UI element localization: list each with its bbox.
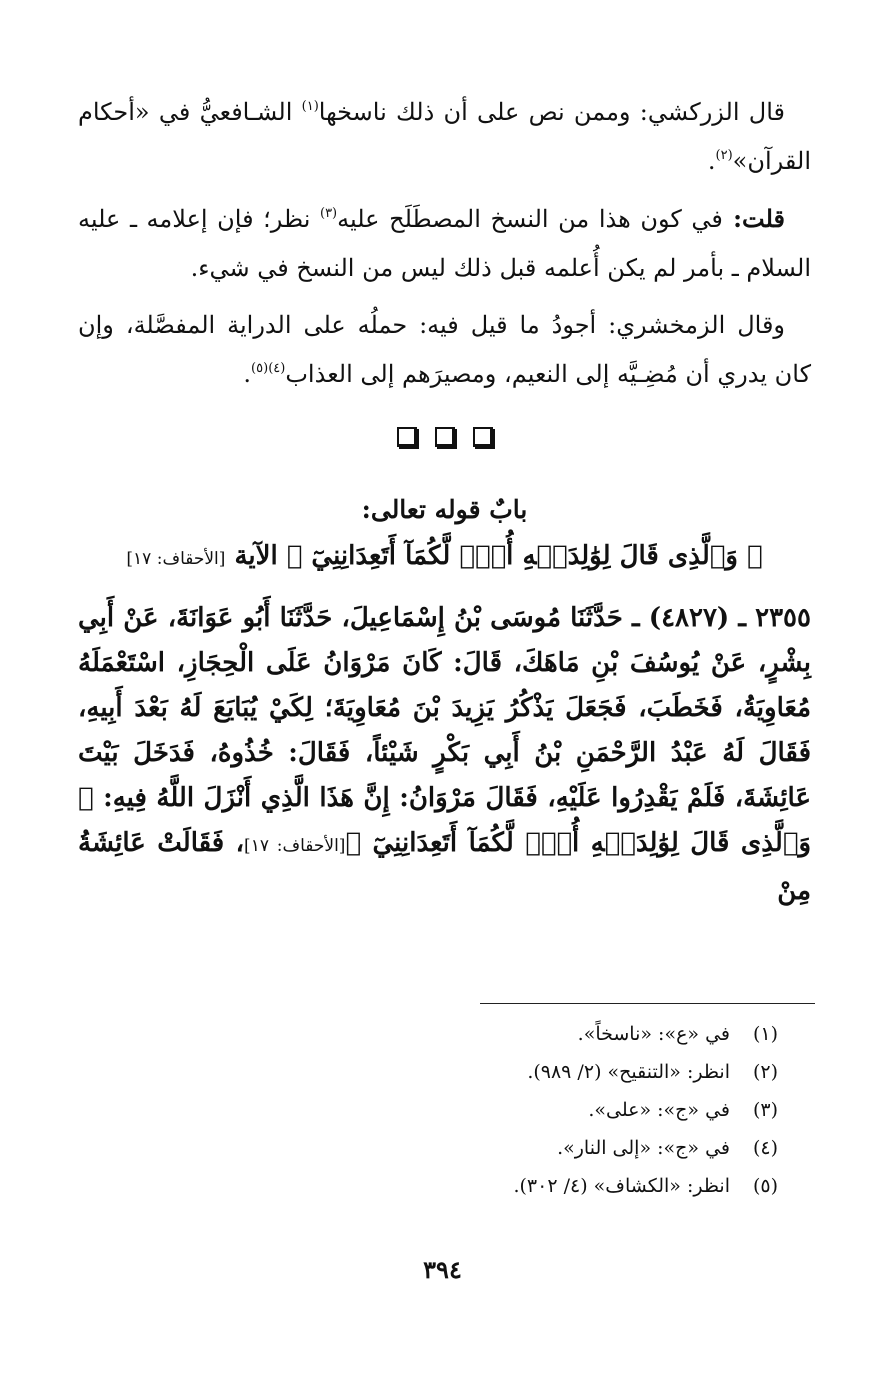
footnote-number: (٣) — [752, 1099, 778, 1121]
footnote-text: في «ج»: «إلى النار». — [557, 1137, 730, 1159]
footnote-marker: (١) — [301, 99, 319, 114]
hadith-verse-reference: [الأحقاف: ١٧] — [244, 836, 346, 856]
separator-box-icon — [473, 427, 493, 447]
footnote-number: (٤) — [752, 1137, 778, 1159]
footnote-item — [78, 1053, 778, 1091]
page-number: ٣٩٤ — [423, 1255, 462, 1284]
footnotes — [78, 1015, 778, 1205]
hadith-verse: ﴿ وَٱلَّذِى قَالَ لِوَٰلِدَيۡهِ أُفّٖ لَّكُمَآ أَتَعِدَانِنِيٓ ﴾ — [78, 783, 811, 858]
verse-reference: [الأحقاف: ١٧] — [126, 549, 226, 569]
hadith-number: ٢٣٥٥ ـ (٤٨٢٧) ـ — [632, 603, 811, 633]
hadith-body-end: ، فَقَالَتْ عَائِشَةُ مِنْ — [78, 828, 811, 906]
hadith-text — [78, 596, 811, 914]
footnote-number: (٢) — [752, 1061, 778, 1083]
footnote-marker: (٥) — [251, 361, 269, 376]
separator-box-icon — [435, 427, 455, 447]
paragraph-zamakhshari — [78, 301, 811, 399]
footnote-text: انظر: «الكشاف» (٤/ ٣٠٢). — [513, 1175, 730, 1197]
paragraph-text: . — [243, 360, 252, 388]
footnote-marker: (٢) — [715, 148, 733, 163]
footnote-text: في «ع»: «ناسخاً». — [577, 1023, 730, 1045]
footnote-marker: (٣) — [319, 206, 338, 221]
footnote-item — [78, 1015, 778, 1053]
paragraph-lead: قلت: — [722, 204, 786, 233]
separator-box-icon — [397, 427, 417, 447]
footnote-marker: (٤) — [268, 361, 286, 376]
chapter-verse — [78, 533, 811, 582]
paragraph-text: قال الزركشي: وممن نص على أن ذلك ناسخها — [318, 98, 785, 126]
footnote-number: (٥) — [752, 1175, 778, 1197]
footnote-text: في «ج»: «على». — [588, 1099, 730, 1121]
paragraph-text: في كون هذا من النسخ المصطَلَح عليه — [337, 205, 723, 233]
footnote-item — [78, 1091, 778, 1129]
paragraph-text: . — [707, 147, 716, 175]
footnote-item — [78, 1167, 778, 1205]
page-body — [78, 88, 811, 940]
hadith-body: حَدَّثَنَا مُوسَى بْنُ إِسْمَاعِيلَ، حَدَّثَنَا أَبُو عَوَانَةَ، عَنْ أَبِي بِشْرٍ، عَنْ يُوسُفَ بْنِ مَاهَكَ، قَالَ: كَانَ مَرْوَانُ عَلَى الْحِجَازِ، اسْتَعْمَلَهُ مُعَاوِيَةُ، فَخَطَبَ، فَجَعَلَ يَذْكُرُ يَزِيدَ بْنَ مُعَاوِيَةَ؛ لِكَيْ يُبَايَعَ لَهُ بَعْدَ أَبِيهِ، فَقَالَ لَهُ عَبْدُ الرَّحْمَنِ بْنُ أَبِي بَكْرٍ شَيْئاً، فَقَالَ: خُذُوهُ، فَدَخَلَ بَيْتَ عَائِشَةَ، فَلَمْ يَقْدِرُوا عَلَيْهِ، فَقَالَ مَرْوَانُ: إِنَّ هَذَا الَّذِي أَنْزَلَ اللَّهُ فِيهِ: — [78, 603, 811, 813]
footnote-divider — [480, 1003, 815, 1004]
footnote-number: (١) — [752, 1023, 778, 1045]
chapter-title: بابٌ قوله تعالى: — [361, 495, 528, 524]
paragraph-text: نظر؛ فإن إعلامه ـ عليه السلام ـ بأمر لم يكن أُعلمه قبل ذلك ليس من النسخ في شيء. — [78, 205, 811, 282]
paragraph-zarkashi — [78, 88, 811, 186]
paragraph-author-comment — [78, 194, 811, 293]
footnote-item — [78, 1129, 778, 1167]
paragraph-text: الشـافعيُّ في «أحكام القرآن» — [78, 98, 811, 175]
paragraph-text: وقال الزمخشري: أجودُ ما قيل فيه: حملُه على الدراية المفصَّلة، وإن كان يدري أن مُضِـيَّه إلى النعيم، ومصيرَهم إلى العذاب — [78, 311, 811, 388]
verse-text: ﴿ وَٱلَّذِى قَالَ لِوَٰلِدَيۡهِ أُفّٖ لَّكُمَآ أَتَعِدَانِنِيٓ ﴾ الآية — [234, 541, 763, 571]
footnote-text: انظر: «التنقيح» (٢/ ٩٨٩). — [527, 1061, 730, 1083]
section-separator — [78, 427, 811, 467]
